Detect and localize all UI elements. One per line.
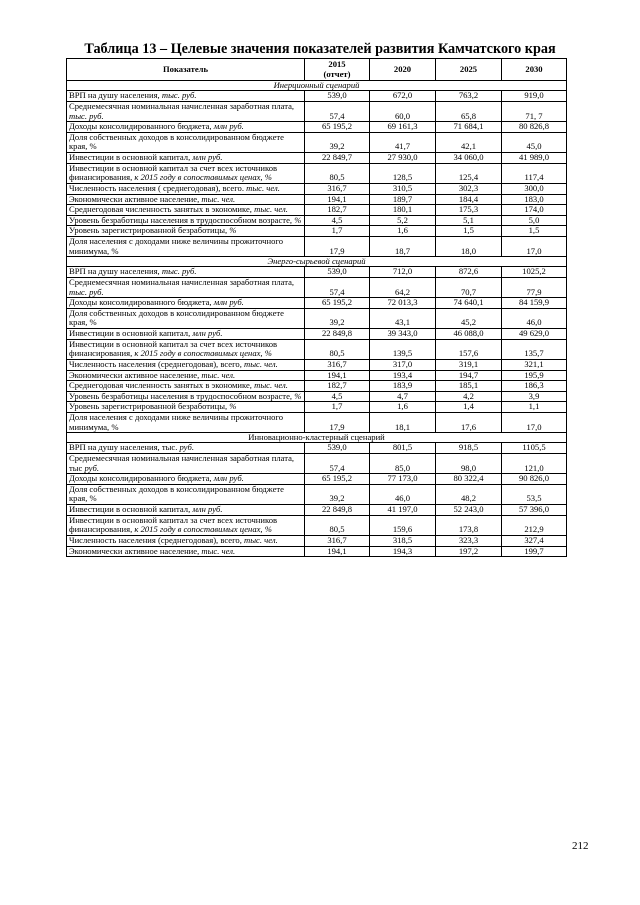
value-cell: 199,7	[502, 546, 567, 557]
value-cell: 1,4	[436, 402, 502, 413]
indicator-label	[67, 359, 305, 370]
value-cell: 39,2	[305, 308, 370, 328]
indicator-unit: тыс. чел.	[254, 380, 288, 391]
value-cell: 64,2	[370, 277, 436, 297]
indicator-text: Численность населения ( среднегодовая), всего.	[69, 183, 247, 193]
value-cell: 4,7	[370, 391, 436, 402]
value-cell: 539,0	[305, 443, 370, 454]
value-cell: 672,0	[370, 91, 436, 102]
indicator-label	[67, 183, 305, 194]
value-cell: 194,1	[305, 546, 370, 557]
value-cell: 84 159,9	[502, 298, 567, 309]
value-cell: 17,6	[436, 413, 502, 433]
value-cell: 4,5	[305, 391, 370, 402]
indicator-unit: %	[229, 401, 237, 412]
indicator-unit: тыс. чел.	[201, 546, 236, 556]
value-cell: 321,1	[502, 359, 567, 370]
value-cell: 60,0	[370, 101, 436, 121]
value-cell: 80,5	[305, 515, 370, 535]
value-cell: 159,6	[370, 515, 436, 535]
indicator-text: Доля собственных доходов в консолидированном бюджете края, %	[69, 308, 284, 328]
indicator-unit: тыс. чел.	[254, 204, 288, 215]
value-cell: 316,7	[305, 535, 370, 546]
value-cell: 43,1	[370, 308, 436, 328]
value-cell: 70,7	[436, 277, 502, 297]
value-cell: 121,0	[502, 453, 567, 473]
indicator-text: Экономически активное население,	[69, 370, 202, 380]
value-cell: 5,1	[436, 215, 502, 226]
value-cell: 65 195,2	[305, 122, 370, 133]
value-cell: 18,1	[370, 413, 436, 433]
value-cell: 175,3	[436, 205, 502, 216]
value-cell: 22 849,8	[305, 505, 370, 516]
value-cell: 173,8	[436, 515, 502, 535]
value-cell: 194,7	[436, 370, 502, 381]
value-cell: 183,0	[502, 194, 567, 205]
value-cell: 174,0	[502, 205, 567, 216]
indicator-text: Инвестиции в основной капитал за счет всех источников финансирования,	[69, 163, 278, 183]
value-cell: 180,1	[370, 205, 436, 216]
value-cell: 17,9	[305, 413, 370, 433]
value-cell: 34 060,0	[436, 153, 502, 164]
indicator-label	[67, 402, 305, 413]
indicator-text: Численность населения (среднегодовая), всего,	[69, 359, 245, 369]
indicator-text: Экономически активное население,	[69, 194, 202, 204]
value-cell: 27 930,0	[370, 153, 436, 164]
value-cell: 1,5	[502, 226, 567, 237]
value-cell: 300,0	[502, 183, 567, 194]
value-cell: 80,5	[305, 163, 370, 183]
indicator-unit: тыс. руб.	[69, 286, 104, 297]
indicator-label	[67, 122, 305, 133]
value-cell: 22 849,7	[305, 153, 370, 164]
value-cell: 182,7	[305, 205, 370, 216]
indicator-text: Инвестиции в основной капитал за счет всех источников финансирования,	[69, 515, 278, 535]
value-cell: 872,6	[436, 267, 502, 278]
indicator-label	[67, 101, 305, 121]
value-cell: 65 195,2	[305, 298, 370, 309]
indicator-label	[67, 267, 305, 278]
value-cell: 22 849,8	[305, 329, 370, 340]
table-row	[67, 359, 567, 370]
value-cell: 4,5	[305, 215, 370, 226]
value-cell: 918,5	[436, 443, 502, 454]
table-row	[67, 267, 567, 278]
value-cell: 46,0	[370, 484, 436, 504]
indicator-text: Среднемесячная номинальная начисленная заработная плата,	[69, 277, 295, 287]
value-cell: 71, 7	[502, 101, 567, 121]
value-cell: 801,5	[370, 443, 436, 454]
value-cell: 80,5	[305, 339, 370, 359]
value-cell: 41,7	[370, 132, 436, 152]
value-cell: 117,4	[502, 163, 567, 183]
indicator-label	[67, 546, 305, 557]
indicator-unit: к 2015 году в сопоставимых ценах, %	[134, 348, 272, 359]
indicator-text: Доля собственных доходов в консолидированном бюджете края, %	[69, 484, 284, 504]
indicator-unit: тыс. чел.	[244, 535, 278, 545]
indicator-unit: %	[229, 225, 237, 236]
value-cell: 72 013,3	[370, 298, 436, 309]
value-cell: 4,2	[436, 391, 502, 402]
indicator-text: Доходы консолидированного бюджета,	[69, 473, 214, 484]
value-cell: 5,0	[502, 215, 567, 226]
indicator-label	[67, 237, 305, 257]
table-row	[67, 391, 567, 402]
scenario-header-row	[67, 433, 567, 443]
indicator-label	[67, 453, 305, 473]
indicator-text: Численность населения (среднегодовая), всего,	[69, 535, 245, 545]
table-row	[67, 443, 567, 454]
table-row	[67, 132, 567, 152]
table-row	[67, 183, 567, 194]
value-cell: 539,0	[305, 267, 370, 278]
indicator-label	[67, 308, 305, 328]
table-row	[67, 226, 567, 237]
indicator-label	[67, 515, 305, 535]
indicator-text: Среднегодовая численность занятых в экономике,	[69, 380, 255, 391]
value-cell: 77,9	[502, 277, 567, 297]
indicator-unit: млн руб.	[192, 152, 223, 163]
indicator-text: Экономически активное население,	[69, 546, 202, 556]
indicator-label	[67, 194, 305, 205]
value-cell: 49 629,0	[502, 329, 567, 340]
value-cell: 125,4	[436, 163, 502, 183]
indicator-label	[67, 329, 305, 340]
table-row	[67, 535, 567, 546]
value-cell: 18,7	[370, 237, 436, 257]
value-cell: 57,4	[305, 101, 370, 121]
table-row	[67, 505, 567, 516]
indicator-text: Доходы консолидированного бюджета,	[69, 297, 214, 308]
scenario-title: Инерционный сценарий	[67, 81, 567, 91]
value-cell: 48,2	[436, 484, 502, 504]
indicator-unit: млн руб.	[213, 121, 244, 132]
value-cell: 17,9	[305, 237, 370, 257]
page-number: 212	[572, 840, 589, 852]
indicator-label	[67, 339, 305, 359]
value-cell: 1,1	[502, 402, 567, 413]
table-row	[67, 402, 567, 413]
value-cell: 57 396,0	[502, 505, 567, 516]
value-cell: 85,0	[370, 453, 436, 473]
value-cell: 45,0	[502, 132, 567, 152]
value-cell: 77 173,0	[370, 474, 436, 485]
indicator-text: Уровень зарегистрированной безработицы,	[69, 401, 230, 412]
value-cell: 323,3	[436, 535, 502, 546]
table-row	[67, 163, 567, 183]
indicator-unit: тыс. руб.	[161, 266, 197, 277]
value-cell: 319,1	[436, 359, 502, 370]
indicator-text: Инвестиции в основной капитал,	[69, 328, 193, 339]
indicator-unit: млн руб.	[192, 504, 223, 515]
indicator-label	[67, 370, 305, 381]
value-cell: 46 088,0	[436, 329, 502, 340]
table-row	[67, 339, 567, 359]
indicator-unit: %	[294, 391, 302, 401]
indicator-text: Уровень зарегистрированной безработицы,	[69, 225, 230, 236]
indicator-label	[67, 205, 305, 216]
value-cell: 182,7	[305, 381, 370, 392]
indicator-label	[67, 505, 305, 516]
scenario-header-row	[67, 81, 567, 91]
value-cell: 3,9	[502, 391, 567, 402]
indicator-label	[67, 91, 305, 102]
table-row	[67, 370, 567, 381]
value-cell: 919,0	[502, 91, 567, 102]
header-year-2015: 2015 (отчет)	[305, 59, 370, 81]
value-cell: 212,9	[502, 515, 567, 535]
indicator-text: ВРП на душу населения, тыс.	[69, 442, 180, 453]
value-cell: 197,2	[436, 546, 502, 557]
value-cell: 52 243,0	[436, 505, 502, 516]
indicator-label	[67, 215, 305, 226]
table-row	[67, 194, 567, 205]
value-cell: 194,1	[305, 194, 370, 205]
table-row	[67, 277, 567, 297]
value-cell: 69 161,3	[370, 122, 436, 133]
table-row	[67, 215, 567, 226]
table-row	[67, 474, 567, 485]
value-cell: 17,0	[502, 237, 567, 257]
value-cell: 41 989,0	[502, 153, 567, 164]
indicator-unit: руб.	[84, 462, 99, 473]
value-cell: 157,6	[436, 339, 502, 359]
value-cell: 1105,5	[502, 443, 567, 454]
value-cell: 318,5	[370, 535, 436, 546]
value-cell: 65,8	[436, 101, 502, 121]
header-year-2030: 2030	[502, 59, 567, 81]
value-cell: 183,9	[370, 381, 436, 392]
indicator-label	[67, 381, 305, 392]
value-cell: 39,2	[305, 132, 370, 152]
value-cell: 316,7	[305, 359, 370, 370]
indicator-text: ВРП на душу населения,	[69, 266, 162, 277]
value-cell: 1,6	[370, 226, 436, 237]
value-cell: 310,5	[370, 183, 436, 194]
indicator-label	[67, 298, 305, 309]
value-cell: 57,4	[305, 453, 370, 473]
indicator-unit: млн руб.	[213, 473, 244, 484]
value-cell: 80 322,4	[436, 474, 502, 485]
value-cell: 46,0	[502, 308, 567, 328]
table-row	[67, 413, 567, 433]
value-cell: 45,2	[436, 308, 502, 328]
value-cell: 71 684,1	[436, 122, 502, 133]
indicator-label	[67, 153, 305, 164]
table-row	[67, 153, 567, 164]
indicator-label	[67, 277, 305, 297]
indicators-table	[66, 58, 567, 557]
indicator-label	[67, 391, 305, 402]
value-cell: 90 826,0	[502, 474, 567, 485]
value-cell: 1025,2	[502, 267, 567, 278]
value-cell: 42,1	[436, 132, 502, 152]
indicator-unit: к 2015 году в сопоставимых ценах, %	[134, 172, 272, 183]
value-cell: 17,0	[502, 413, 567, 433]
indicator-text: ВРП на душу населения,	[69, 90, 162, 101]
value-cell: 1,6	[370, 402, 436, 413]
indicator-unit: тыс. чел.	[201, 194, 236, 204]
indicator-label	[67, 535, 305, 546]
header-year-2025: 2025	[436, 59, 502, 81]
value-cell: 98,0	[436, 453, 502, 473]
indicator-text: Уровень безработицы населения в трудоспособном возрасте,	[69, 215, 295, 225]
table-row	[67, 329, 567, 340]
value-cell: 184,4	[436, 194, 502, 205]
indicator-label	[67, 443, 305, 454]
value-cell: 302,3	[436, 183, 502, 194]
indicator-unit: к 2015 году в сопоставимых ценах, %	[134, 524, 272, 535]
table-row	[67, 453, 567, 473]
table-row	[67, 546, 567, 557]
value-cell: 317,0	[370, 359, 436, 370]
value-cell: 186,3	[502, 381, 567, 392]
indicator-text: Инвестиции в основной капитал,	[69, 504, 193, 515]
value-cell: 194,1	[305, 370, 370, 381]
value-cell: 763,2	[436, 91, 502, 102]
value-cell: 712,0	[370, 267, 436, 278]
scenario-title: Энерго-сырьевой сценарий	[67, 257, 567, 267]
table-row	[67, 484, 567, 504]
value-cell: 39,2	[305, 484, 370, 504]
value-cell: 194,3	[370, 546, 436, 557]
value-cell: 18,0	[436, 237, 502, 257]
indicator-label	[67, 163, 305, 183]
table-row	[67, 101, 567, 121]
value-cell: 1,7	[305, 226, 370, 237]
indicator-unit: тыс. чел.	[201, 370, 236, 380]
value-cell: 53,5	[502, 484, 567, 504]
indicator-text: Доля населения с доходами ниже величины прожиточного минимума, %	[69, 412, 283, 432]
value-cell: 128,5	[370, 163, 436, 183]
value-cell: 1,5	[436, 226, 502, 237]
indicator-label	[67, 474, 305, 485]
indicator-text: Среднемесячная номинальная начисленная заработная плата,	[69, 101, 295, 111]
indicator-label	[67, 132, 305, 152]
indicator-label	[67, 413, 305, 433]
indicator-text: Инвестиции в основной капитал за счет всех источников финансирования,	[69, 339, 278, 359]
header-indicator: Показатель	[67, 59, 305, 81]
indicator-text: Доходы консолидированного бюджета,	[69, 121, 214, 132]
header-year-2020: 2020	[370, 59, 436, 81]
value-cell: 1,7	[305, 402, 370, 413]
value-cell: 135,7	[502, 339, 567, 359]
indicator-label	[67, 226, 305, 237]
table-row	[67, 237, 567, 257]
indicator-label	[67, 484, 305, 504]
table-row	[67, 91, 567, 102]
indicator-unit: руб.	[179, 442, 194, 453]
value-cell: 316,7	[305, 183, 370, 194]
indicator-unit: тыс. руб.	[161, 90, 197, 101]
value-cell: 327,4	[502, 535, 567, 546]
value-cell: 65 195,2	[305, 474, 370, 485]
table-row	[67, 205, 567, 216]
value-cell: 185,1	[436, 381, 502, 392]
scenario-title: Инновационно-кластерный сценарий	[67, 433, 567, 443]
indicator-text: Инвестиции в основной капитал,	[69, 152, 193, 163]
page-title: Таблица 13 – Целевые значения показателей развития Камчатского края	[84, 41, 556, 57]
value-cell: 80 826,8	[502, 122, 567, 133]
value-cell: 539,0	[305, 91, 370, 102]
value-cell: 74 640,1	[436, 298, 502, 309]
value-cell: 139,5	[370, 339, 436, 359]
scenario-header-row	[67, 257, 567, 267]
indicator-text: Доля собственных доходов в консолидированном бюджете края, %	[69, 132, 284, 152]
indicator-unit: тыс. руб.	[69, 110, 104, 121]
indicator-text: Уровень безработицы населения в трудоспособном возрасте,	[69, 391, 295, 401]
value-cell: 39 343,0	[370, 329, 436, 340]
indicator-text: Доля населения с доходами ниже величины прожиточного минимума, %	[69, 236, 283, 256]
indicator-unit: млн руб.	[192, 328, 223, 339]
indicator-unit: %	[294, 215, 302, 225]
indicator-text: Среднемесячная номинальная начисленная заработная плата, тыс	[69, 453, 295, 473]
value-cell: 5,2	[370, 215, 436, 226]
value-cell: 57,4	[305, 277, 370, 297]
table-row	[67, 515, 567, 535]
value-cell: 41 197,0	[370, 505, 436, 516]
table-row	[67, 298, 567, 309]
value-cell: 189,7	[370, 194, 436, 205]
indicator-unit: тыс. чел.	[246, 183, 280, 193]
indicator-unit: тыс. чел.	[244, 359, 278, 369]
table-row	[67, 122, 567, 133]
indicator-text: Среднегодовая численность занятых в экономике,	[69, 204, 255, 215]
table-header-row	[67, 59, 567, 81]
indicator-unit: млн руб.	[213, 297, 244, 308]
value-cell: 193,4	[370, 370, 436, 381]
table-row	[67, 381, 567, 392]
value-cell: 195,9	[502, 370, 567, 381]
table-row	[67, 308, 567, 328]
